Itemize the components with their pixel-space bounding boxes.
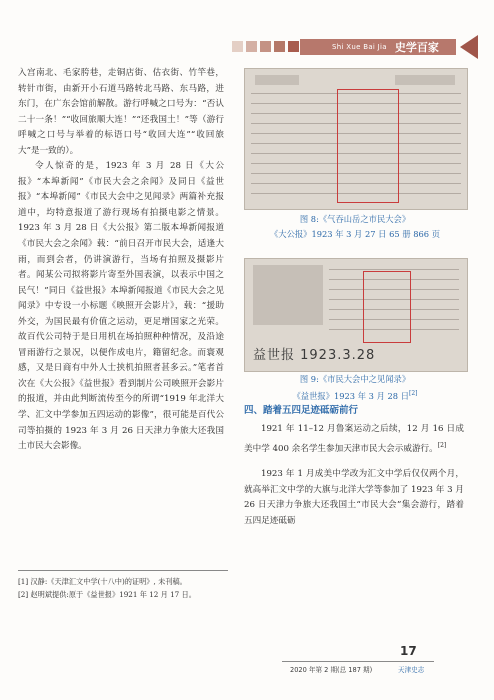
header-square-1	[232, 41, 243, 52]
header-square-2	[246, 41, 257, 52]
footer-issue: 2020 年第 2 期(总 187 期)	[290, 666, 373, 674]
left-column	[18, 66, 224, 455]
header-title: 史学百家	[394, 41, 439, 54]
figure-9-caption-source: 《益世报》1923 年 3 月 28 日[2]	[292, 389, 418, 401]
page-number: 17	[400, 644, 417, 658]
header-bar	[300, 39, 456, 55]
right-paragraph-1-ref: [2]	[437, 441, 447, 449]
right-paragraph-1: 1921 年 11–12 月鲁案运动之后续，12 月 16 日成美中学 400 余名学生参加天津市民大会示威游行。[2]	[244, 424, 464, 454]
header-chevron-icon	[460, 35, 478, 59]
figure-8-caption	[242, 212, 468, 241]
figure-9-caption	[242, 372, 468, 403]
figure-9-newspaper-image	[244, 258, 468, 372]
header-square-4	[274, 41, 285, 52]
figure-8-newspaper-image	[244, 68, 468, 210]
figure-8-highlight-box	[337, 89, 399, 203]
header-square-5	[288, 41, 299, 52]
figure-8-caption-title: 图 8:《气吞山岳之市民大会》	[299, 214, 411, 224]
figure-9-highlight-box	[363, 271, 411, 343]
figure-8-caption-source: 《大公报》1923 年 3 月 27 日 65 册 866 页	[269, 228, 441, 239]
footnote-2: [2] 赵明斌提供:原于《益世报》1921 年 12 月 17 日。	[18, 590, 196, 599]
right-paragraph-2: 1923 年 1 月成美中学改为汇文中学后仅仅两个月，就高举汇文中学的大旗与北洋大学等参加了 1923 年 3 月 26 日天津力争旅大还我国土“市民大会”集会游行，踏着五四足迹砥砺	[244, 468, 464, 526]
figure-9-caption-ref: [2]	[409, 389, 418, 397]
figure-9-caption-title: 图 9:《市民大会中之见闻录》	[299, 374, 411, 384]
right-column	[244, 422, 464, 529]
footnote-divider	[18, 570, 228, 571]
section-heading: 四、踏着五四足迹砥砺前行	[244, 405, 359, 416]
footer-journal: 天津史志	[398, 666, 425, 674]
header-squares	[232, 41, 299, 52]
header-pinyin: Shi Xue Bai Jia	[332, 43, 387, 51]
header-square-3	[260, 41, 271, 52]
figure-9-stamp: 益世报 1923.3.28	[253, 348, 376, 363]
body-paragraph-2: 令人惊奇的是，1923 年 3 月 28 日《大公报》“本埠新闻”《市民大会之余闻》及同日《益世报》“本埠新闻”《市民大会中之见闻录》两篇补充报道中，均特意报道了游行现场有拍摄电影之情景。1923 年 3 月 28 日《大公报》第二版本埠新闻报道《市民大会之余闻》载：“前日召开市民大会，适逢大雨，而到会者，仍讲演游行，当场有拍照及摄影片者。闻某公司拟将影片寄至外国表演，以表示中国之民气！”同日《益世报》本埠新闻报道《市民大会之见闻录》中专设一小标题《映照开会影片》，载：“援助外交，为国民最有价值之运动，更足增国家之光荣。故百代公司特于是日用机在场拍照种种情况，及沿途冒雨游行之景况，以便作成电片，籍留纪念。而寰观感，又是日商有中外人士挟机拍照者甚多云。”笔者首次在《大公报》《益世报》看到制片公司映照开会影片的报道，并由此判断流传至今的所谓“1919 年北洋大学、汇文中学参加五四运动的影像”，很可能是百代公司等拍摄的 1923 年 3 月 26 日天津力争旅大还我国土市民大会影像。	[18, 161, 224, 452]
section-header	[232, 38, 494, 58]
body-paragraph-1: 入宫南北、毛家胯巷，走铜店街、估衣街、竹竿巷，转针市街，由新开小石道马路转北马路、东马路，进东门，在广东会馆前解散。游行呼喊之口号为：“否认二十一条！”“收回旅顺大连！”“还我国土！”等（游行呼喊之口号与举着的标语口号“收回大连”“收回旅大”是一致的）。	[18, 68, 224, 156]
footer-divider	[282, 661, 434, 662]
footnote-1: [1] 汉静:《天津汇文中学(十八中)的证明》, 未刊稿。	[18, 577, 187, 586]
